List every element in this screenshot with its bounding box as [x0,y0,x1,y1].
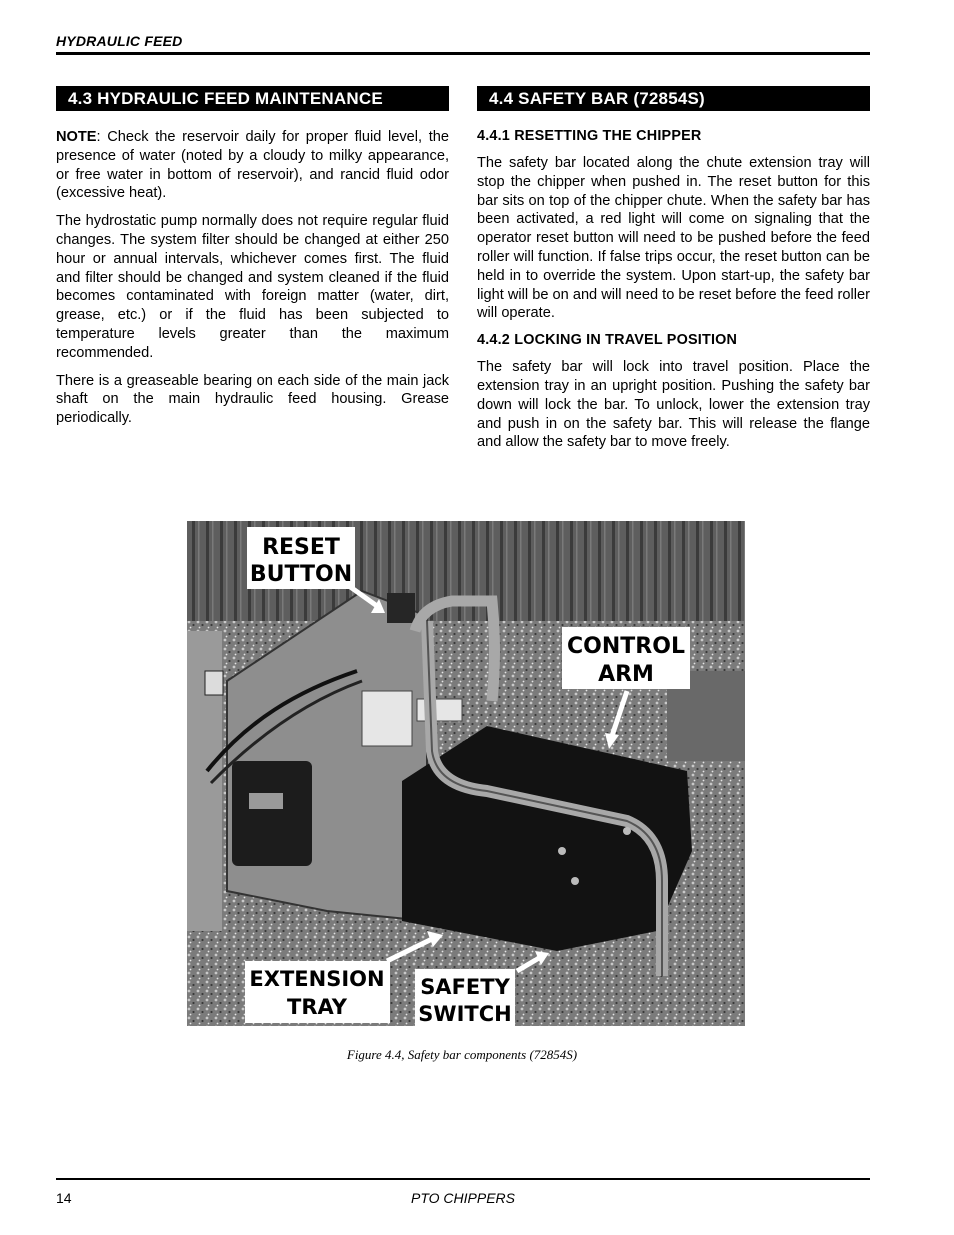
callout-safety-2: SWITCH [418,1002,512,1026]
section-heading-4-4: 4.4 SAFETY BAR (72854S) [477,86,870,111]
subheading-4-4-1: 4.4.1 RESETTING THE CHIPPER [477,128,702,144]
subheading-4-4-2: 4.4.2 LOCKING IN TRAVEL POSITION [477,332,738,349]
note-label: NOTE [56,129,97,145]
callout-reset-2: BUTTON [249,562,353,587]
pump-paragraph: The hydrostatic pump normally does not require regular fluid changes. The system filter should be changed at either 250 hour or annual intervals, whichever comes first. The fluid and filter should be changed and system cleaned if the fluid becomes contaminated with foreign matter (water, dirt, grease, etc.) or if the fluid has been subjected to temperature levels greater than the maximum recommended. [56,213,449,361]
callout-extension-1: EXTENSION [249,967,385,991]
callout-safety-1: SAFETY [420,975,510,999]
right-column [477,86,870,461]
bearing-paragraph: There is a greaseable bearing on each side of the main jack shaft on the main hydraulic feed housing. Grease periodically. [56,372,449,427]
callout-reset-1: RESET [262,535,340,560]
callout-control-2: ARM [598,662,654,687]
section-heading-4-3: 4.3 HYDRAULIC FEED MAINTENANCE [56,86,449,111]
callout-control-1: CONTROL [567,634,685,659]
safety-bar-photo [187,521,745,1026]
page-number: 14 [56,1190,72,1206]
footer-rule [56,1178,870,1180]
note-paragraph [56,128,449,203]
locking-paragraph: The safety bar will lock into travel position. Place the extension tray in an upright position. Pushing the safety bar down will lock the bar. To unlock, lower the extension tray and push in on the safety bar. This will release the flange and allow the safety bar to move freely. [477,359,870,451]
footer-title: PTO CHIPPERS [411,1190,515,1206]
left-column [56,86,449,437]
figure-caption: Figure 4.4, Safety bar components (72854S) [346,1047,578,1062]
running-header: HYDRAULIC FEED [56,33,183,49]
note-text: : Check the reservoir daily for proper fluid level, the presence of water (noted by a cloudy to milky appearance, or free water in bottom of reservoir), and rancid fluid odor (excessive heat). [56,129,449,202]
resetting-paragraph: The safety bar located along the chute extension tray will stop the chipper when pushed in. The reset button for this bar sits on top of the chipper chute. When the safety bar has been activated, a red light will come on signaling that the operator reset button will need to be pushed before the feed roller will function. If false trips occur, the reset button can be held in to override the system. Upon start-up, the safety bar light will be on and will need to be reset before the feed roller will operate. [477,155,870,322]
header-rule [56,52,870,55]
callout-extension-2: TRAY [287,995,347,1019]
